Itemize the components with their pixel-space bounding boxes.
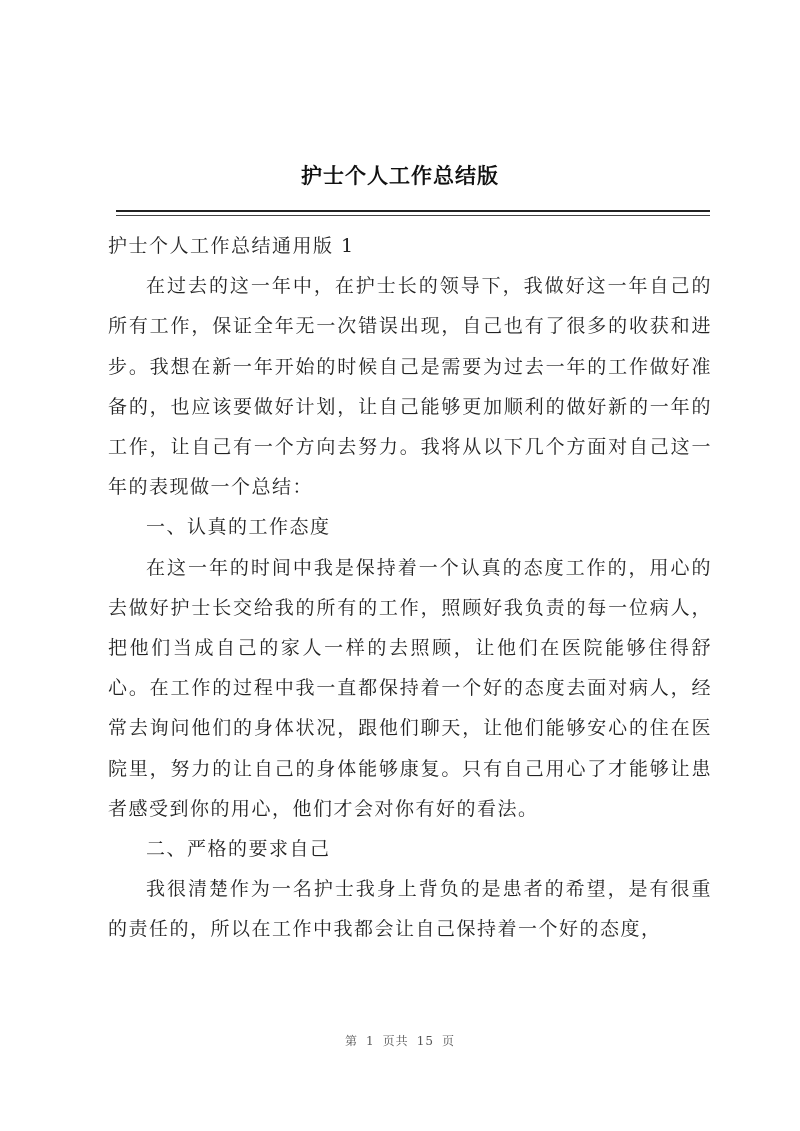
document-title: 护士个人工作总结版 [301, 163, 499, 188]
page-footer [0, 1032, 800, 1049]
title-divider [116, 210, 710, 212]
footer-page-number: 1 [366, 1034, 375, 1048]
footer-page-suffix: 页共 [382, 1034, 409, 1048]
section-heading: 一、认真的工作态度 [146, 516, 331, 539]
body-paragraph: 在过去的这一年中，在护士长的领导下，我做好这一年自己的所有工作，保证全年无一次错误出现，自己也有了很多的收获和进步。我想在新一年开始的时候自己是需要为过去一年的工作做好准备的，也应该要做好计划，让自己能够更加顺利的做好新的一年的工作，让自己有一个方向去努力。我将从以下几个方面对自己这一年的表现做一个总结： [108, 275, 712, 499]
footer-page-label: 第 [345, 1034, 359, 1048]
document-subtitle: 护士个人工作总结通用版 1 [108, 235, 355, 257]
footer-total-pages: 15 [416, 1034, 434, 1048]
footer-total-suffix: 页 [441, 1034, 455, 1048]
section-heading: 二、严格的要求自己 [146, 838, 331, 861]
body-paragraph: 我很清楚作为一名护士我身上背负的是患者的希望，是有很重的责任的，所以在工作中我都会让自己保持着一个好的态度， [108, 878, 712, 941]
title-divider-thin [116, 215, 710, 216]
document-body [108, 226, 712, 950]
body-paragraph: 在这一年的时间中我是保持着一个认真的态度工作的，用心的去做好护士长交给我的所有的工作，照顾好我负责的每一位病人，把他们当成自己的家人一样的去照顾，让他们在医院能够住得舒心。在工作的过程中我一直都保持着一个好的态度去面对病人，经常去询问他们的身体状况，跟他们聊天，让他们能够安心的住在医院里，努力的让自己的身体能够康复。只有自己用心了才能够让患者感受到你的用心，他们才会对你有好的看法。 [108, 556, 712, 820]
